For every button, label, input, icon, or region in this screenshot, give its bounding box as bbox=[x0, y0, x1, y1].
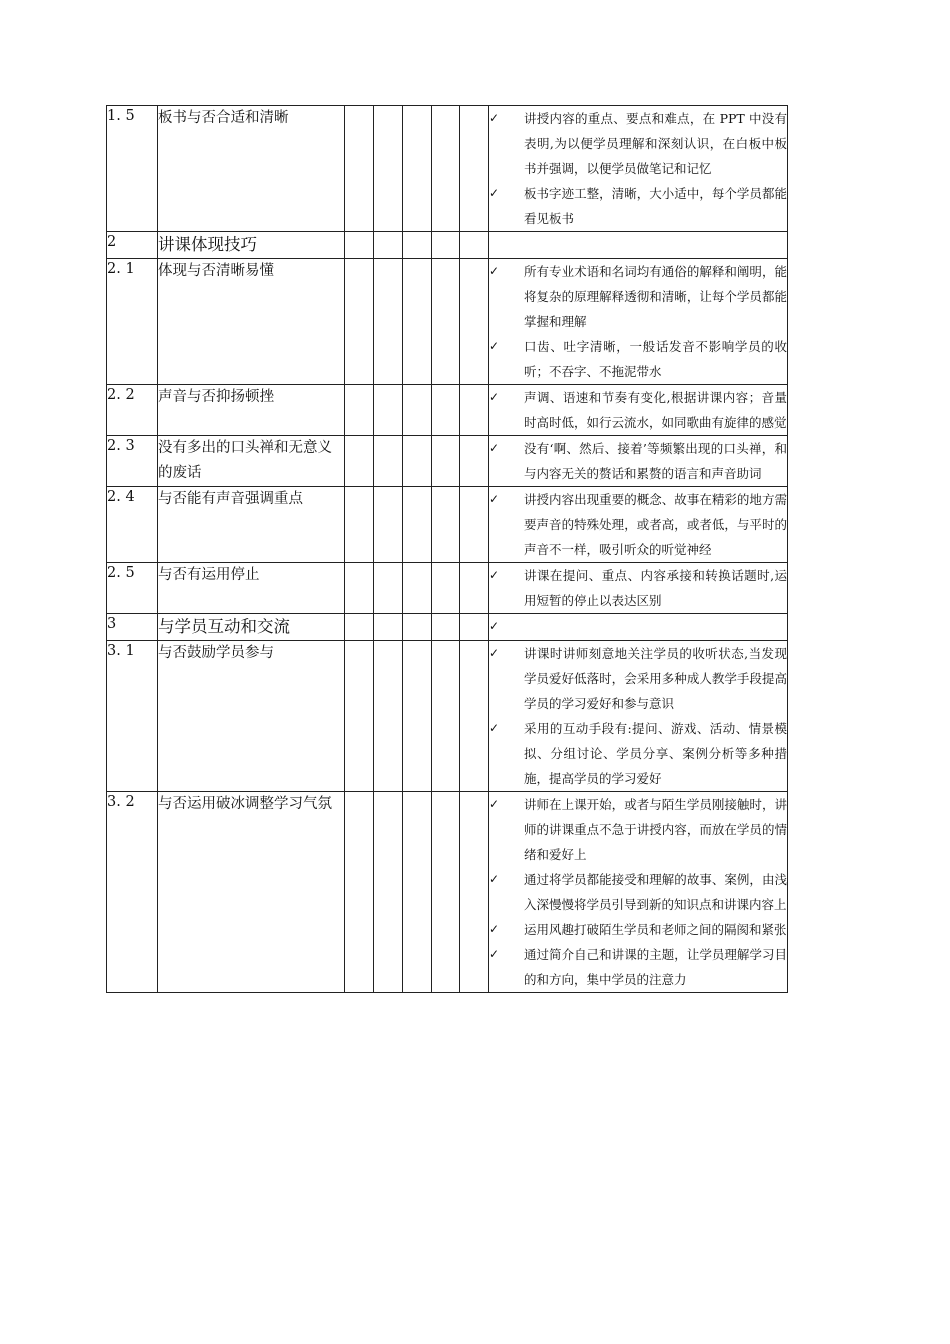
criteria-text: 采用的互动手段有:提问、游戏、活动、情景模拟、分组讨论、学员分享、案例分析等多种措施，提高学员的学习爱好 bbox=[524, 721, 787, 786]
criteria-text: 运用风趣打破陌生学员和老师之间的隔阂和紧张 bbox=[524, 922, 787, 937]
evaluation-item: 声音与否抑扬顿挫 bbox=[158, 385, 345, 436]
score-cell bbox=[345, 106, 374, 232]
criteria-point bbox=[489, 181, 787, 231]
check-icon: ✓ bbox=[489, 947, 500, 961]
evaluation-item: 板书与否合适和清晰 bbox=[158, 106, 345, 232]
section-title: 与学员互动和交流 bbox=[158, 614, 345, 641]
score-cell bbox=[460, 436, 489, 487]
score-cell bbox=[403, 487, 432, 563]
score-cell bbox=[374, 641, 403, 792]
criteria-cell bbox=[489, 106, 788, 232]
criteria-text: 通过简介自己和讲课的主题，让学员理解学习目的和方向，集中学员的注意力 bbox=[524, 947, 787, 987]
score-cell bbox=[460, 792, 489, 993]
check-icon: ✓ bbox=[489, 441, 500, 455]
score-cell bbox=[432, 487, 460, 563]
criteria-text: 所有专业术语和名词均有通俗的解释和阐明，能将复杂的原理解释透彻和清晰，让每个学员都能掌握和理解 bbox=[524, 264, 787, 329]
criteria-point bbox=[489, 259, 787, 334]
criteria-cell bbox=[489, 641, 788, 792]
score-cell bbox=[345, 436, 374, 487]
score-cell bbox=[374, 385, 403, 436]
score-cell bbox=[432, 385, 460, 436]
criteria-point bbox=[489, 385, 787, 435]
criteria-point bbox=[489, 436, 787, 486]
evaluation-item: 体现与否清晰易懂 bbox=[158, 259, 345, 385]
check-icon: ✓ bbox=[489, 264, 500, 278]
check-icon: ✓ bbox=[489, 619, 500, 633]
criteria-point bbox=[489, 867, 787, 917]
score-cell bbox=[345, 563, 374, 614]
criteria-point bbox=[489, 106, 787, 181]
criteria-cell bbox=[489, 614, 788, 641]
score-cell bbox=[460, 232, 489, 259]
criteria-cell bbox=[489, 259, 788, 385]
criteria-point bbox=[489, 917, 787, 942]
section-title: 讲课体现技巧 bbox=[158, 232, 345, 259]
criteria-text: 口齿、吐字清晰，一般话发音不影响学员的收听；不吞字、不拖泥带水 bbox=[524, 339, 787, 379]
table-row bbox=[107, 641, 788, 792]
check-icon: ✓ bbox=[489, 872, 500, 886]
score-cell bbox=[403, 792, 432, 993]
criteria-text: 板书字迹工整，清晰，大小适中，每个学员都能看见板书 bbox=[524, 186, 787, 226]
criteria-cell bbox=[489, 563, 788, 614]
score-cell bbox=[345, 259, 374, 385]
check-icon: ✓ bbox=[489, 797, 500, 811]
score-cell bbox=[432, 436, 460, 487]
score-cell bbox=[345, 487, 374, 563]
check-icon: ✓ bbox=[489, 390, 500, 404]
score-cell bbox=[374, 487, 403, 563]
table-row bbox=[107, 106, 788, 232]
score-cell bbox=[374, 614, 403, 641]
score-cell bbox=[432, 259, 460, 385]
score-cell bbox=[403, 436, 432, 487]
check-icon: ✓ bbox=[489, 922, 500, 936]
score-cell bbox=[403, 641, 432, 792]
criteria-text: 没有‘啊、然后、接着’等频繁出现的口头禅，和与内容无关的赘话和累赘的语言和声音助词 bbox=[524, 441, 787, 481]
row-number: 3. 1 bbox=[107, 641, 158, 792]
criteria-point bbox=[489, 487, 787, 562]
evaluation-item: 与否鼓励学员参与 bbox=[158, 641, 345, 792]
row-number: 2 bbox=[107, 232, 158, 259]
score-cell bbox=[374, 563, 403, 614]
table-row bbox=[107, 487, 788, 563]
score-cell bbox=[460, 563, 489, 614]
table-body bbox=[107, 106, 788, 993]
score-cell bbox=[432, 641, 460, 792]
row-number: 2. 4 bbox=[107, 487, 158, 563]
row-number: 1. 5 bbox=[107, 106, 158, 232]
score-cell bbox=[403, 106, 432, 232]
score-cell bbox=[345, 614, 374, 641]
evaluation-item: 与否能有声音强调重点 bbox=[158, 487, 345, 563]
check-icon: ✓ bbox=[489, 646, 500, 660]
criteria-cell bbox=[489, 385, 788, 436]
criteria-cell bbox=[489, 232, 788, 259]
criteria-text: 讲课在提问、重点、内容承接和转换话题时,运用短暂的停止以表达区别 bbox=[524, 568, 787, 608]
check-icon: ✓ bbox=[489, 721, 500, 735]
check-icon: ✓ bbox=[489, 111, 500, 125]
evaluation-item: 没有多出的口头禅和无意义的废话 bbox=[158, 436, 345, 487]
score-cell bbox=[460, 259, 489, 385]
score-cell bbox=[460, 106, 489, 232]
score-cell bbox=[403, 232, 432, 259]
criteria-point bbox=[489, 641, 787, 716]
score-cell bbox=[432, 232, 460, 259]
table-row bbox=[107, 232, 788, 259]
criteria-point bbox=[489, 614, 787, 639]
score-cell bbox=[374, 106, 403, 232]
table-row bbox=[107, 563, 788, 614]
score-cell bbox=[432, 792, 460, 993]
evaluation-item: 与否有运用停止 bbox=[158, 563, 345, 614]
criteria-text: 讲课时讲师刻意地关注学员的收听状态,当发现学员爱好低落时，会采用多种成人教学手段提高学员的学习爱好和参与意识 bbox=[524, 646, 787, 711]
score-cell bbox=[345, 385, 374, 436]
criteria-text: 讲授内容的重点、要点和难点，在 PPT 中没有表明,为以便学员理解和深刻认识，在白板中板书并强调，以便学员做笔记和记忆 bbox=[524, 111, 787, 176]
score-cell bbox=[432, 106, 460, 232]
table-row bbox=[107, 385, 788, 436]
check-icon: ✓ bbox=[489, 568, 500, 582]
table-row bbox=[107, 259, 788, 385]
score-cell bbox=[432, 563, 460, 614]
row-number: 2. 5 bbox=[107, 563, 158, 614]
score-cell bbox=[403, 563, 432, 614]
score-cell bbox=[403, 259, 432, 385]
table-row bbox=[107, 614, 788, 641]
criteria-cell bbox=[489, 436, 788, 487]
criteria-point bbox=[489, 792, 787, 867]
check-icon: ✓ bbox=[489, 339, 500, 353]
criteria-point bbox=[489, 716, 787, 791]
score-cell bbox=[403, 614, 432, 641]
score-cell bbox=[345, 792, 374, 993]
score-cell bbox=[460, 614, 489, 641]
score-cell bbox=[345, 232, 374, 259]
criteria-text bbox=[524, 614, 787, 639]
row-number: 2. 2 bbox=[107, 385, 158, 436]
table-row bbox=[107, 792, 788, 993]
check-icon: ✓ bbox=[489, 492, 500, 506]
score-cell bbox=[460, 487, 489, 563]
row-number: 3 bbox=[107, 614, 158, 641]
score-cell bbox=[374, 232, 403, 259]
criteria-point bbox=[489, 563, 787, 613]
criteria-cell bbox=[489, 487, 788, 563]
evaluation-table bbox=[106, 105, 788, 993]
score-cell bbox=[374, 259, 403, 385]
score-cell bbox=[374, 792, 403, 993]
score-cell bbox=[374, 436, 403, 487]
evaluation-item: 与否运用破冰调整学习气氛 bbox=[158, 792, 345, 993]
score-cell bbox=[460, 385, 489, 436]
row-number: 3. 2 bbox=[107, 792, 158, 993]
score-cell bbox=[432, 614, 460, 641]
check-icon: ✓ bbox=[489, 186, 500, 200]
score-cell bbox=[345, 641, 374, 792]
criteria-text: 讲授内容出现重要的概念、故事在精彩的地方需要声音的特殊处理，或者高，或者低，与平时的声音不一样，吸引听众的听觉神经 bbox=[524, 492, 787, 557]
row-number: 2. 1 bbox=[107, 259, 158, 385]
criteria-text: 讲师在上课开始，或者与陌生学员刚接触时，讲师的讲课重点不急于讲授内容，而放在学员的情绪和爱好上 bbox=[524, 797, 787, 862]
criteria-point bbox=[489, 942, 787, 992]
criteria-text: 声调、语速和节奏有变化,根据讲课内容；音量时高时低，如行云流水，如同歌曲有旋律的感觉 bbox=[524, 390, 787, 430]
table-row bbox=[107, 436, 788, 487]
criteria-text: 通过将学员都能接受和理解的故事、案例，由浅入深慢慢将学员引导到新的知识点和讲课内容上 bbox=[524, 872, 787, 912]
score-cell bbox=[403, 385, 432, 436]
row-number: 2. 3 bbox=[107, 436, 158, 487]
criteria-cell bbox=[489, 792, 788, 993]
score-cell bbox=[460, 641, 489, 792]
criteria-point bbox=[489, 334, 787, 384]
